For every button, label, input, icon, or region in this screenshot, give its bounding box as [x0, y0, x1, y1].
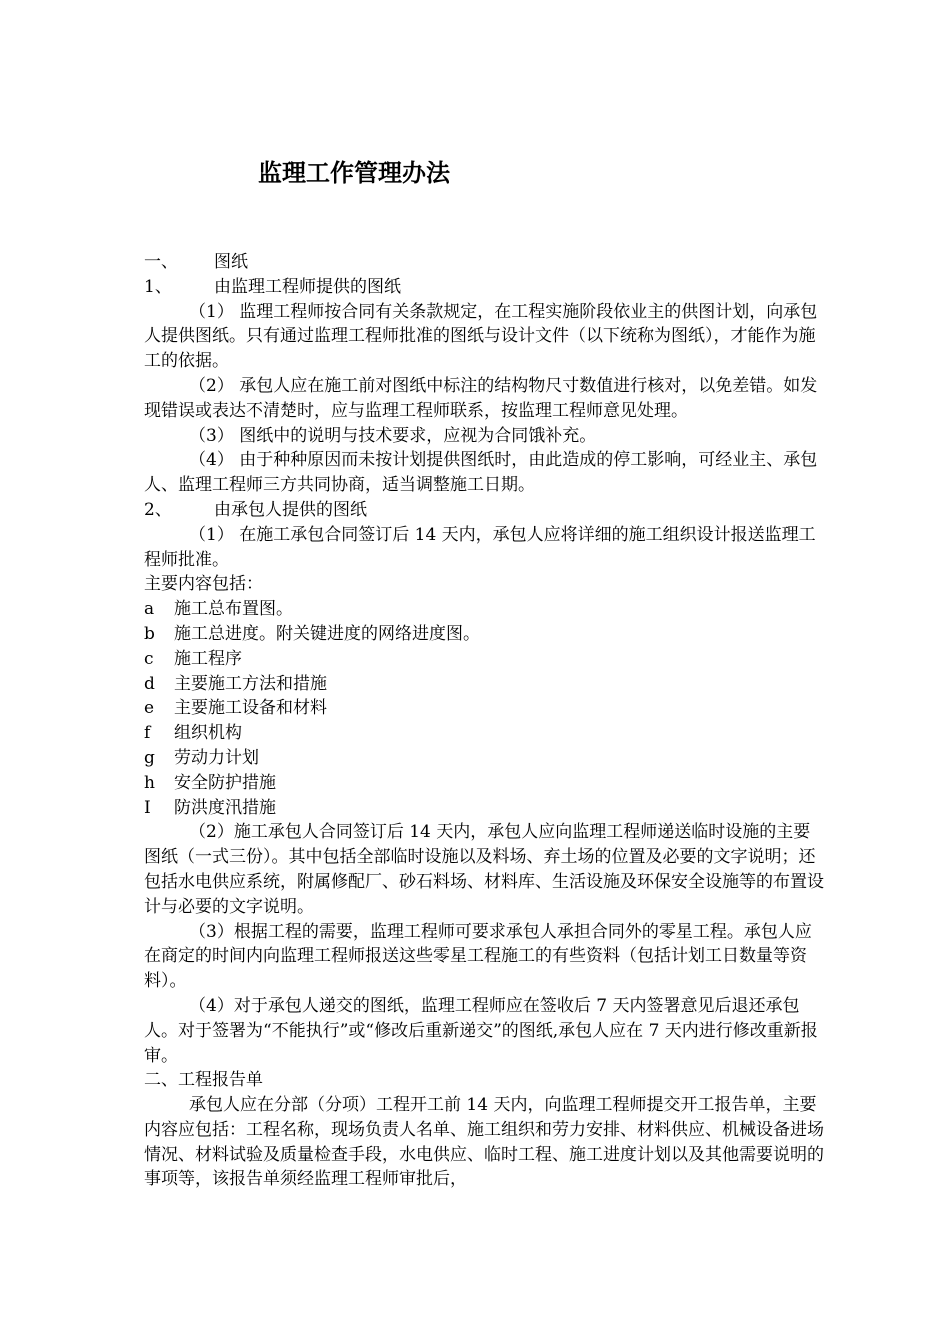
list-item: [144, 771, 824, 796]
list-item: [144, 796, 824, 821]
section-label: 图纸: [214, 252, 248, 272]
list-item: [144, 597, 824, 622]
list-item-letter: h: [144, 772, 155, 793]
list-item: [144, 647, 824, 672]
document-body: [144, 250, 824, 1192]
subsection-number: 1、: [144, 276, 172, 297]
paragraph-3-1: 承包人应在分部（分项）工程开工前 14 天内，向监理工程师提交开工报告单，主要内容应包括：工程名称，现场负责人名单、施工组织和劳力安排、材料供应、机械设备进场情况、材料试验及质量检查手段，水电供应、临时工程、施工进度计划以及其他需要说明的事项等，该报告单须经监理工程师审批后，: [144, 1095, 824, 1190]
list-item-text: 防洪度汛措施: [174, 797, 276, 818]
list-item: [144, 746, 824, 771]
list-item-letter: c: [144, 648, 154, 669]
list-item-letter: a: [144, 599, 155, 620]
list-item-text: 施工总进度。附关键进度的网络进度图。: [174, 623, 480, 644]
list-item-text: 组织机构: [174, 723, 242, 744]
subsection-heading-contractor-drawings: [144, 498, 824, 523]
paragraph-1-3: （3） 图纸中的说明与技术要求，应视为合同饿补充。: [189, 425, 597, 446]
subsection-label: 由承包人提供的图纸: [214, 499, 367, 520]
paragraph-1-4: （4） 由于种种原因而未按计划提供图纸时，由此造成的停工影响，可经业主、承包人、监理工程师三方共同协商，适当调整施工日期。: [144, 450, 818, 496]
list-item-text: 安全防护措施: [174, 772, 276, 793]
subsection-label: 由监理工程师提供的图纸: [214, 276, 401, 297]
list-item-text: 主要施工方法和措施: [174, 673, 327, 694]
section-heading-drawings: [144, 250, 824, 275]
paragraph-2-4: （4）对于承包人递交的图纸，监理工程师应在签收后 7 天内签署意见后退还承包人。对于签署为“不能执行”或“修改后重新递交”的图纸,承包人应在 7 天内进行修改重新报审。: [144, 995, 818, 1066]
contents-intro: 主要内容包括：: [144, 574, 263, 595]
list-item-text: 劳动力计划: [174, 747, 259, 768]
paragraph-1-2: （2） 承包人应在施工前对图纸中标注的结构物尺寸数值进行核对，以免差错。如发现错误或表达不清楚时，应与监理工程师联系，按监理工程师意见处理。: [144, 375, 818, 421]
paragraph-1-1: （1） 监理工程师按合同有关条款规定，在工程实施阶段依业主的供图计划，向承包人提供图纸。只有通过监理工程师批准的图纸与设计文件（以下统称为图纸），才能作为施工的依据。: [144, 301, 818, 372]
paragraph-2-1: （1） 在施工承包合同签订后 14 天内，承包人应将详细的施工组织设计报送监理工程师批准。: [144, 524, 816, 570]
list-item-text: 施工总布置图。: [174, 599, 293, 620]
list-item-letter: b: [144, 623, 155, 644]
list-item: [144, 672, 824, 697]
list-item: [144, 696, 824, 721]
list-item-text: 主要施工设备和材料: [174, 698, 327, 719]
section-number: 一、: [144, 252, 178, 272]
list-item-letter: g: [144, 747, 155, 768]
subsection-number: 2、: [144, 499, 172, 520]
list-item: [144, 721, 824, 746]
list-item-text: 施工程序: [174, 648, 242, 669]
list-item: [144, 622, 824, 647]
subsection-heading-supervisor-drawings: [144, 275, 824, 300]
section-heading-work-report: 二、工程报告单: [144, 1070, 263, 1091]
paragraph-2-3: （3）根据工程的需要，监理工程师可要求承包人承担合同外的零星工程。承包人应在商定的时间内向监理工程师报送这些零星工程施工的有些资料（包括计划工日数量等资料）。: [144, 921, 812, 992]
list-item-letter: d: [144, 673, 155, 694]
document-title: 监理工作管理办法: [258, 159, 450, 187]
paragraph-2-2: （2）施工承包人合同签订后 14 天内，承包人应向监理工程师递送临时设施的主要图纸（一式三份）。其中包括全部临时设施以及料场、弃土场的位置及必要的文字说明；还包括水电供应系统，附属修配厂、砂石料场、材料库、生活设施及环保安全设施等的布置设计与必要的文字说明。: [144, 822, 824, 917]
list-item-letter: I: [144, 797, 151, 818]
list-item-letter: f: [144, 723, 151, 744]
list-item-letter: e: [144, 698, 155, 719]
